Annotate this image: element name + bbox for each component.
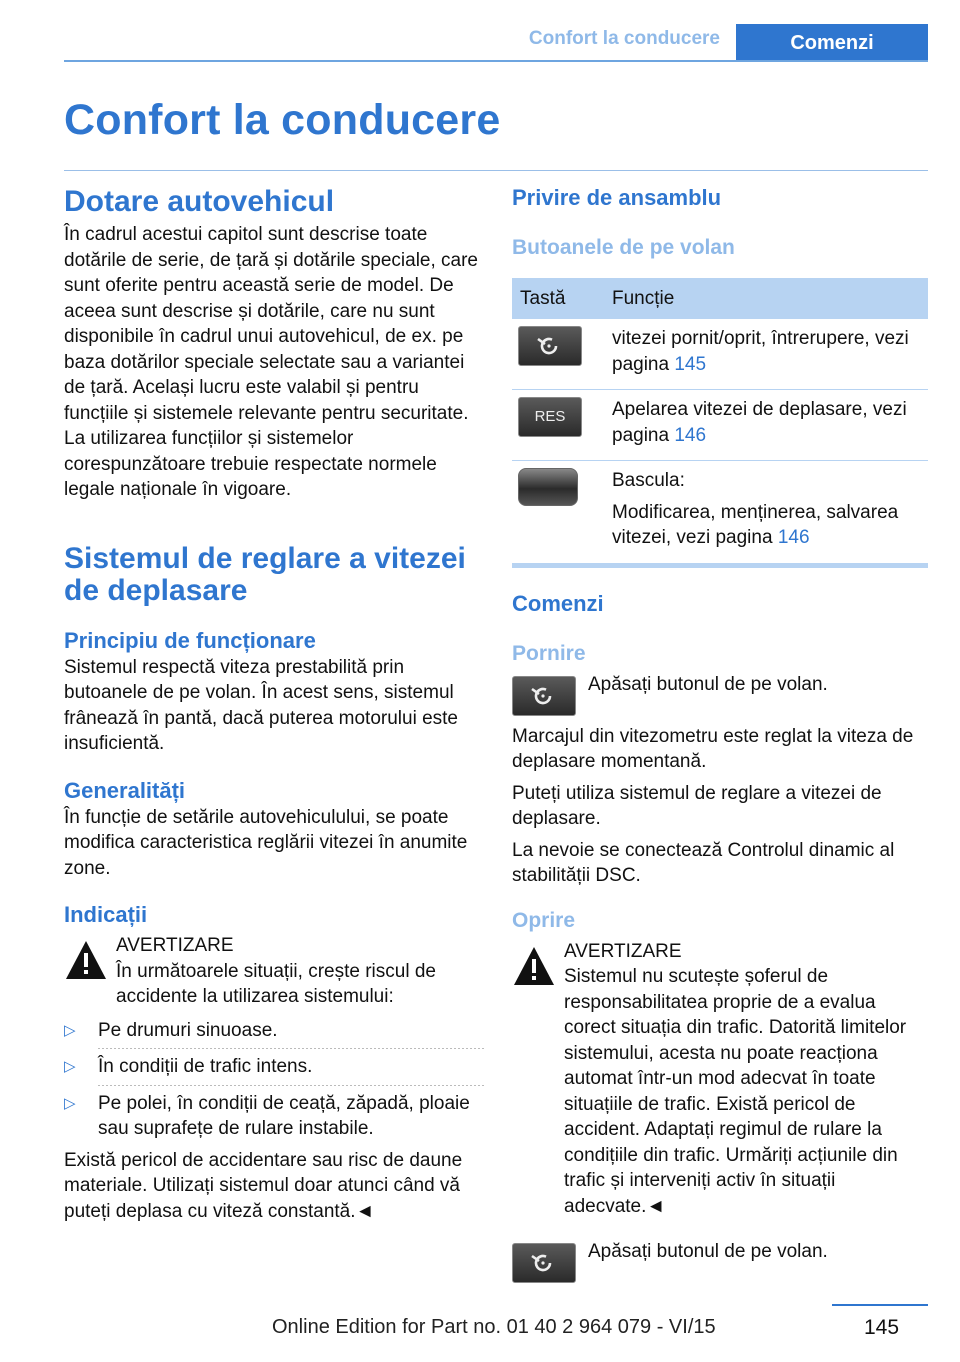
- table-cell-function: [604, 319, 928, 390]
- paragraph-principiu: Sistemul respectă viteza prestabilită prin butoanele de pe volan. În acest sens, sistemul frânează în pantă, dacă puterea motorului este insuficientă.: [64, 656, 458, 754]
- title-divider: [64, 170, 928, 171]
- paragraph-puteti: Puteți utiliza sistemul de reglare a vitezei de deplasare.: [512, 782, 882, 829]
- header-rule: [64, 60, 928, 62]
- table-row: [512, 319, 928, 390]
- triangle-bullet-icon: ▷: [64, 1058, 76, 1075]
- row-text: Apelarea vitezei de deplasare, vezi pagina: [612, 399, 907, 446]
- heading-sistem: Sistemul de reglare a vitezei de deplasare: [64, 541, 466, 607]
- table-row: [512, 390, 928, 461]
- table-cell-function: [604, 390, 928, 461]
- page-title: Confort la conducere: [64, 96, 501, 144]
- footer-edition: Online Edition for Part no. 01 40 2 964 079 - VI/15: [272, 1316, 716, 1338]
- paragraph-dotare: În cadrul acestui capitol sunt descrise toate dotările de serie, de țară și dotările speciale, care sunt oferite pentru această serie de model. De aceea sunt descrise și dotările, care nu sunt disponibile în cadrul unui autovehicul, de ex. pe baza dotărilor speciale selectate sau a variantei de țară. Același lucru este valabil și pentru funcțiile și sistemele relevante pentru securitate. La utilizarea funcțiilor și sistemelor corespunzătoare trebuie respectate normele legale naționale în vigoare.: [64, 224, 479, 500]
- heading-generalitati: Generalități: [64, 777, 186, 803]
- table-row: [512, 461, 928, 564]
- rocker-switch-icon: [518, 468, 578, 506]
- table-header-key: Tastă: [512, 278, 604, 319]
- page-link[interactable]: 146: [674, 424, 707, 446]
- heading-butoane: Butoanele de pe volan: [512, 236, 735, 259]
- triangle-bullet-icon: ▷: [64, 1021, 76, 1039]
- right-column: [512, 180, 928, 1279]
- table-bottom-rule: [512, 564, 928, 568]
- buttons-table: [512, 278, 928, 564]
- warning-icon: [64, 939, 108, 981]
- stop-instruction: [512, 1239, 928, 1279]
- cruise-control-icon: [512, 676, 576, 716]
- cruise-control-icon: [512, 1243, 576, 1283]
- warning-block: [64, 933, 484, 1010]
- heading-dotare: Dotare autovehicul: [64, 185, 335, 218]
- bullet-list: [64, 1018, 484, 1142]
- start-instruction: [512, 672, 928, 712]
- header-section-title: Confort la conducere: [528, 28, 720, 49]
- list-item-text: Pe polei, în condiții de ceață, zăpadă, ploaie sau suprafețe de rulare instabile.: [98, 1092, 470, 1139]
- heading-principiu: Principiu de funcționare: [64, 627, 316, 653]
- list-item: [64, 1054, 484, 1080]
- row-title: Bascula:: [612, 470, 685, 491]
- warning-block: [512, 939, 928, 1220]
- list-item-text: Pe drumuri sinuoase.: [98, 1019, 278, 1041]
- list-item: [64, 1018, 484, 1044]
- footer-rule: [832, 1304, 928, 1306]
- paragraph-apasati-start: Apăsați butonul de pe volan.: [588, 673, 828, 695]
- row-text: vitezei pornit/oprit, întrerupere, vezi pagina: [612, 328, 909, 375]
- list-separator: [64, 1048, 484, 1049]
- warning-label: AVERTIZARE: [116, 935, 234, 956]
- heading-comenzi: Comenzi: [512, 590, 604, 616]
- cruise-control-icon: [518, 326, 582, 366]
- warning-text: În următoarele situații, crește riscul de accidente la utilizarea sistemului:: [116, 960, 436, 1007]
- page-link[interactable]: 145: [674, 353, 707, 375]
- warning-label: AVERTIZARE: [564, 940, 682, 962]
- paragraph-apasati-stop: Apăsați butonul de pe volan.: [588, 1241, 828, 1262]
- triangle-bullet-icon: ▷: [64, 1094, 76, 1112]
- heading-oprire: Oprire: [512, 908, 576, 932]
- heading-indicatii: Indicații: [64, 902, 148, 927]
- warning-text: Sistemul nu scutește șoferul de responsabilitatea proprie de a evalua corect situația din trafic. Datorită limitelor sistemului, acesta nu poate reacționa automat într-un mod adecvat în toate situațiile de trafic. Există pericol de accident. Adaptați regimul de rulare la condițiile din trafic. Urmăriți acțiunile din trafic și interveniți activ în situații adecvate.◄: [564, 966, 907, 1217]
- page-link[interactable]: 146: [777, 527, 810, 548]
- list-item-text: În condiții de trafic intens.: [98, 1056, 313, 1077]
- left-column: [64, 180, 484, 1224]
- row-text: Modificarea, menținerea, salvarea vitezei, vezi pagina: [612, 501, 899, 548]
- header-tab: Comenzi: [736, 24, 928, 62]
- page-number: 145: [864, 1316, 900, 1339]
- heading-pornire: Pornire: [512, 641, 586, 665]
- list-separator: [64, 1085, 484, 1086]
- list-item: [64, 1091, 484, 1142]
- paragraph-marcaj: Marcajul din vitezometru este reglat la viteza de deplasare momentană.: [512, 725, 914, 772]
- table-cell-function: [604, 461, 928, 564]
- table-header-function: Funcție: [604, 278, 928, 319]
- paragraph-generalitati: În funcție de setările autovehiculului, se poate modifica caracteristica reglării vitezei în anumite zone.: [64, 806, 468, 879]
- warning-icon: [512, 945, 556, 987]
- paragraph-pericol: Există pericol de accidentare sau risc de daune materiale. Utilizați sistemul doar atunci când vă puteți deplasa cu viteză constantă.◄: [64, 1149, 463, 1222]
- paragraph-dsc: La nevoie se conectează Controlul dinamic al stabilității DSC.: [512, 839, 895, 886]
- heading-privire: Privire de ansamblu: [512, 185, 722, 210]
- res-button-icon: RES: [518, 397, 582, 437]
